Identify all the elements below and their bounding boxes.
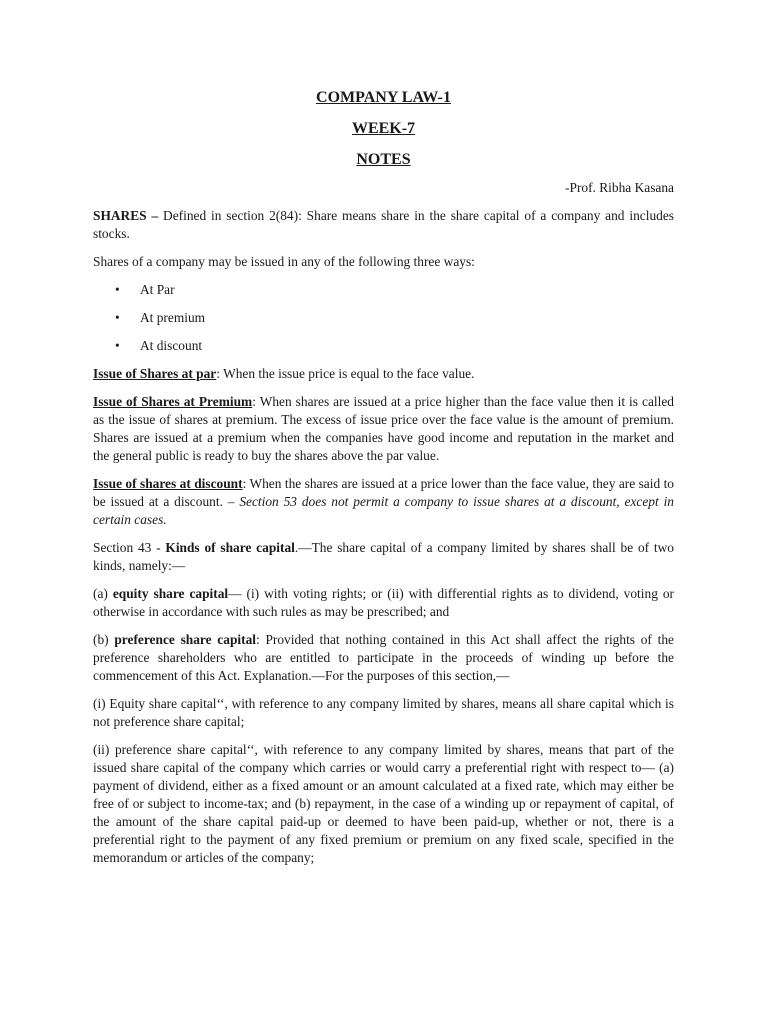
discount-term: Issue of shares at discount	[93, 476, 243, 491]
premium-text: : When shares are issued at a price higher than the face value then it is called as the issue of shares at premium. The excess of issue price over the face value is the amount of premium. Shares are issued at a premium when the companies have good income and reputation in the market and	[93, 394, 674, 445]
ways-intro: Shares of a company may be issued in any of the following three ways:	[93, 254, 475, 269]
list-item-label: At premium	[140, 310, 206, 325]
bullet-icon: •	[115, 282, 120, 297]
section43-text: .—The share capital of a company limited by shares shall be of two kinds, namely:—	[93, 540, 675, 573]
explanation-ii: (ii) preference share capital‘‘, with reference to any company limited by shares, means that part of the issued share capital of the company which carries or would carry a preferential right with respect to— (a) payment of dividend, either as a fixed amount or an amount calculated at a fixed rate, which may either be free of or subject to income-tax; and (b) repayment, in the case of a winding up or repayment of capital, of the amount of the share capital paid-up or deemed to have been paid-up, whether or not, there is a preferential right to the payment of any fixed premium or premium on any fixed scale, specified in the memorandum or articles of the company;	[93, 742, 674, 865]
document-title: COMPANY LAW-1	[316, 89, 451, 106]
equity-prefix: (a)	[93, 586, 113, 601]
premium-term: Issue of Shares at Premium	[93, 394, 253, 409]
shares-term: SHARES –	[93, 208, 159, 223]
preference-text: : Provided that nothing contained in this Act shall affect the rights of the preference shareholders who are entitled to participate in the proceeds of winding up before the commencement of this Act. Explanation.—For the purposes of this section,—	[93, 632, 674, 683]
issue-ways-list	[93, 281, 674, 355]
list-item-label: At Par	[140, 282, 175, 297]
equity-term: equity share capital	[112, 586, 229, 601]
equity-paragraph	[93, 585, 674, 621]
bullet-icon: •	[115, 338, 120, 353]
list-item	[93, 309, 674, 327]
author-line: -Prof. Ribha Kasana	[565, 180, 674, 195]
discount-note: Section 53 does not permit a company to issue shares at a discount, except in certain cases.	[93, 494, 674, 527]
notes-heading: NOTES	[356, 151, 411, 168]
explanation-i: (i) Equity share capital‘‘, with reference to any company limited by shares, means all share capital which is not preference share capital;	[93, 696, 674, 729]
week-heading: WEEK-7	[351, 120, 416, 137]
par-term: Issue of Shares at par	[93, 366, 217, 381]
preference-paragraph	[93, 631, 674, 685]
list-item-label: At discount	[140, 338, 203, 353]
preference-term: preference share capital	[114, 632, 256, 647]
bullet-icon: •	[115, 310, 120, 325]
par-paragraph	[93, 365, 674, 383]
discount-paragraph	[93, 475, 674, 529]
section43-term: Kinds of share capital	[165, 540, 295, 555]
premium-paragraph	[93, 393, 674, 447]
list-item	[93, 281, 674, 299]
section43-paragraph	[93, 539, 674, 575]
discount-text: : When the shares are issued at a price lower than the face value, they are said to be issued at a discount. –	[93, 476, 674, 509]
par-text: : When the issue price is equal to the face value.	[216, 366, 475, 381]
shares-definition	[93, 207, 674, 243]
equity-text: — (i) with voting rights; or (ii) with differential rights as to dividend, voting or otherwise in accordance with such rules as may be prescribed; and	[93, 586, 674, 619]
section43-prefix: Section 43 -	[93, 540, 166, 555]
premium-paragraph-end: the general public is ready to buy the shares above the par value.	[93, 448, 440, 463]
shares-definition-text: Defined in section 2(84): Share means share in the share capital of a company and includes stocks.	[93, 208, 674, 241]
list-item	[93, 337, 674, 355]
preference-prefix: (b)	[93, 632, 115, 647]
